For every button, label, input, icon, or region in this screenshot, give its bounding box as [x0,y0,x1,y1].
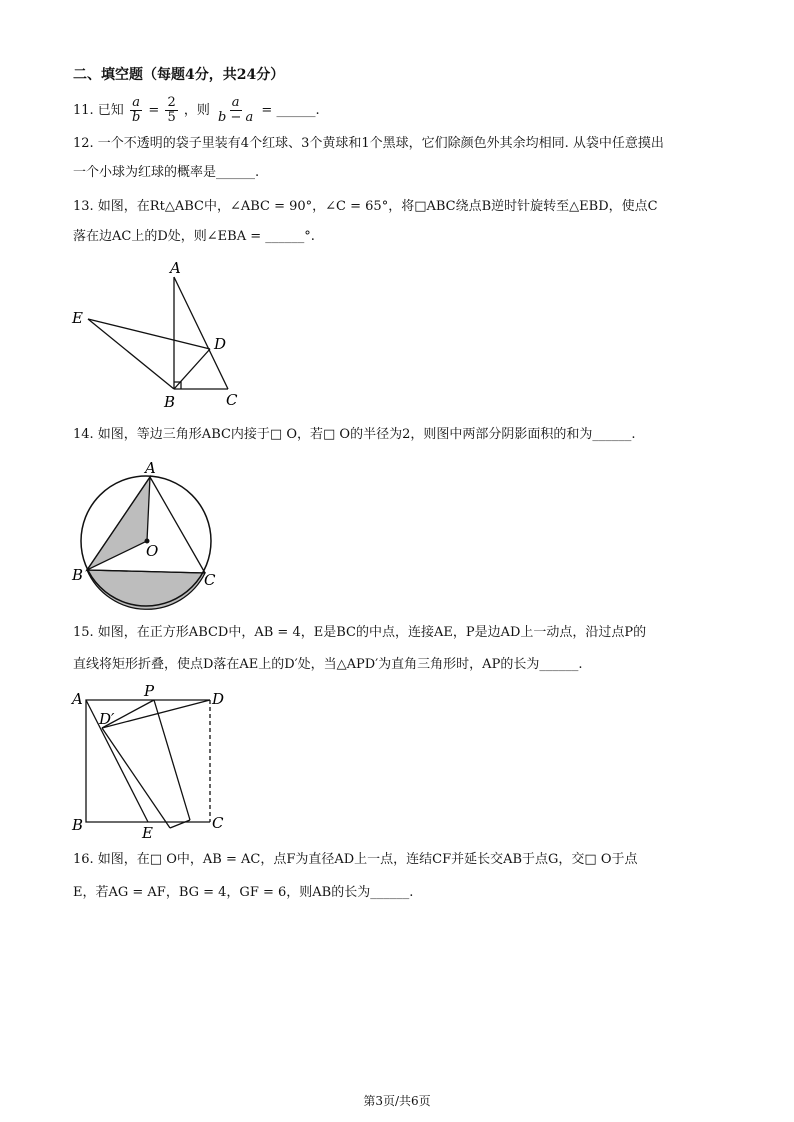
fig15-label-D: D [212,690,225,708]
q11-frac-2-5 [165,96,177,125]
fig14-label-C: C [204,571,216,589]
q11-prefix: 11. 已知 [73,103,124,118]
q12-line1: 12. 一个不透明的袋子里装有4个红球、3个黄球和1个黑球，它们除颜色外其余均相同. 从袋中任意摸出 [73,136,664,151]
fig15-label-E: E [142,824,153,842]
q11-frac2-den: 5 [167,110,176,125]
fig14-shaded-segment [87,570,205,609]
q16-line2: E，若AG = AF，BG = 4，GF = 6，则AB的长为______. [73,885,414,900]
fig13-segment-AC [174,277,228,389]
q11-frac3-num: a [231,95,240,110]
fig15-label-B: B [72,816,84,834]
q14-line1: 14. 如图，等边三角形ABC内接于□ O，若□ O的半径为2，则图中两部分阴影面积的和为______. [73,427,636,442]
fig13-label-D: D [214,335,227,353]
q11-eq: = [148,103,160,118]
fig13-segment-BD [174,349,210,389]
q11-frac-a-b [130,96,142,125]
q11-frac-a-bma [216,96,255,125]
fig15-label-Dprime: D′ [99,710,115,728]
figure-15 [62,682,242,842]
q11-suffix: = ______. [261,103,320,118]
figure-14 [65,455,235,615]
fig15-folded-corner [170,820,190,828]
fig15-fold-line [154,700,190,820]
fig15-folded-edge [102,728,170,828]
q16-line1: 16. 如图，在□ O中，AB = AC，点F为直径AD上一点，连结CF并延长交AB于点G，交□ O于点 [73,852,638,867]
q11-frac3-den: b − a [218,110,254,125]
q11-frac1-den: b [131,110,141,125]
q15-line2: 直线将矩形折叠，使点D落在AE上的D′处，当△APD′为直角三角形时，AP的长为______. [73,657,583,672]
page-footer: 第3页/共6页 [363,1094,431,1108]
fig15-label-P: P [144,682,155,700]
q11-mid: ，则 [183,103,210,118]
fig15-segment-DpD [102,700,210,728]
fig15-label-C: C [212,814,224,832]
figure-13 [60,255,260,415]
fig13-label-E: E [72,309,83,327]
fig14-label-O: O [146,542,159,560]
q15-line1: 15. 如图，在正方形ABCD中，AB = 4，E是BC的中点，连接AE，P是边AD上一动点，沿过点P的 [73,625,647,640]
fig13-label-A: A [170,259,181,277]
fig15-label-A: A [72,690,83,708]
q11-frac2-num: 2 [167,95,176,110]
fig13-label-C: C [226,391,238,409]
fig14-label-A: A [145,459,156,477]
q12-line2: 一个小球为红球的概率是______. [73,165,260,180]
q13-line2: 落在边AC上的D处，则∠EBA = ______°. [73,229,315,244]
q13-line1: 13. 如图，在Rt△ABC中，∠ABC = 90°，∠C = 65°，将□ABC绕点B逆时针旋转至△EBD，使点C [73,199,658,214]
question-11 [73,96,320,125]
section-title: 二、填空题（每题4分，共24分） [73,67,285,83]
q11-frac1-num: a [132,95,140,110]
fig13-label-B: B [164,393,176,411]
fig14-label-B: B [72,566,84,584]
